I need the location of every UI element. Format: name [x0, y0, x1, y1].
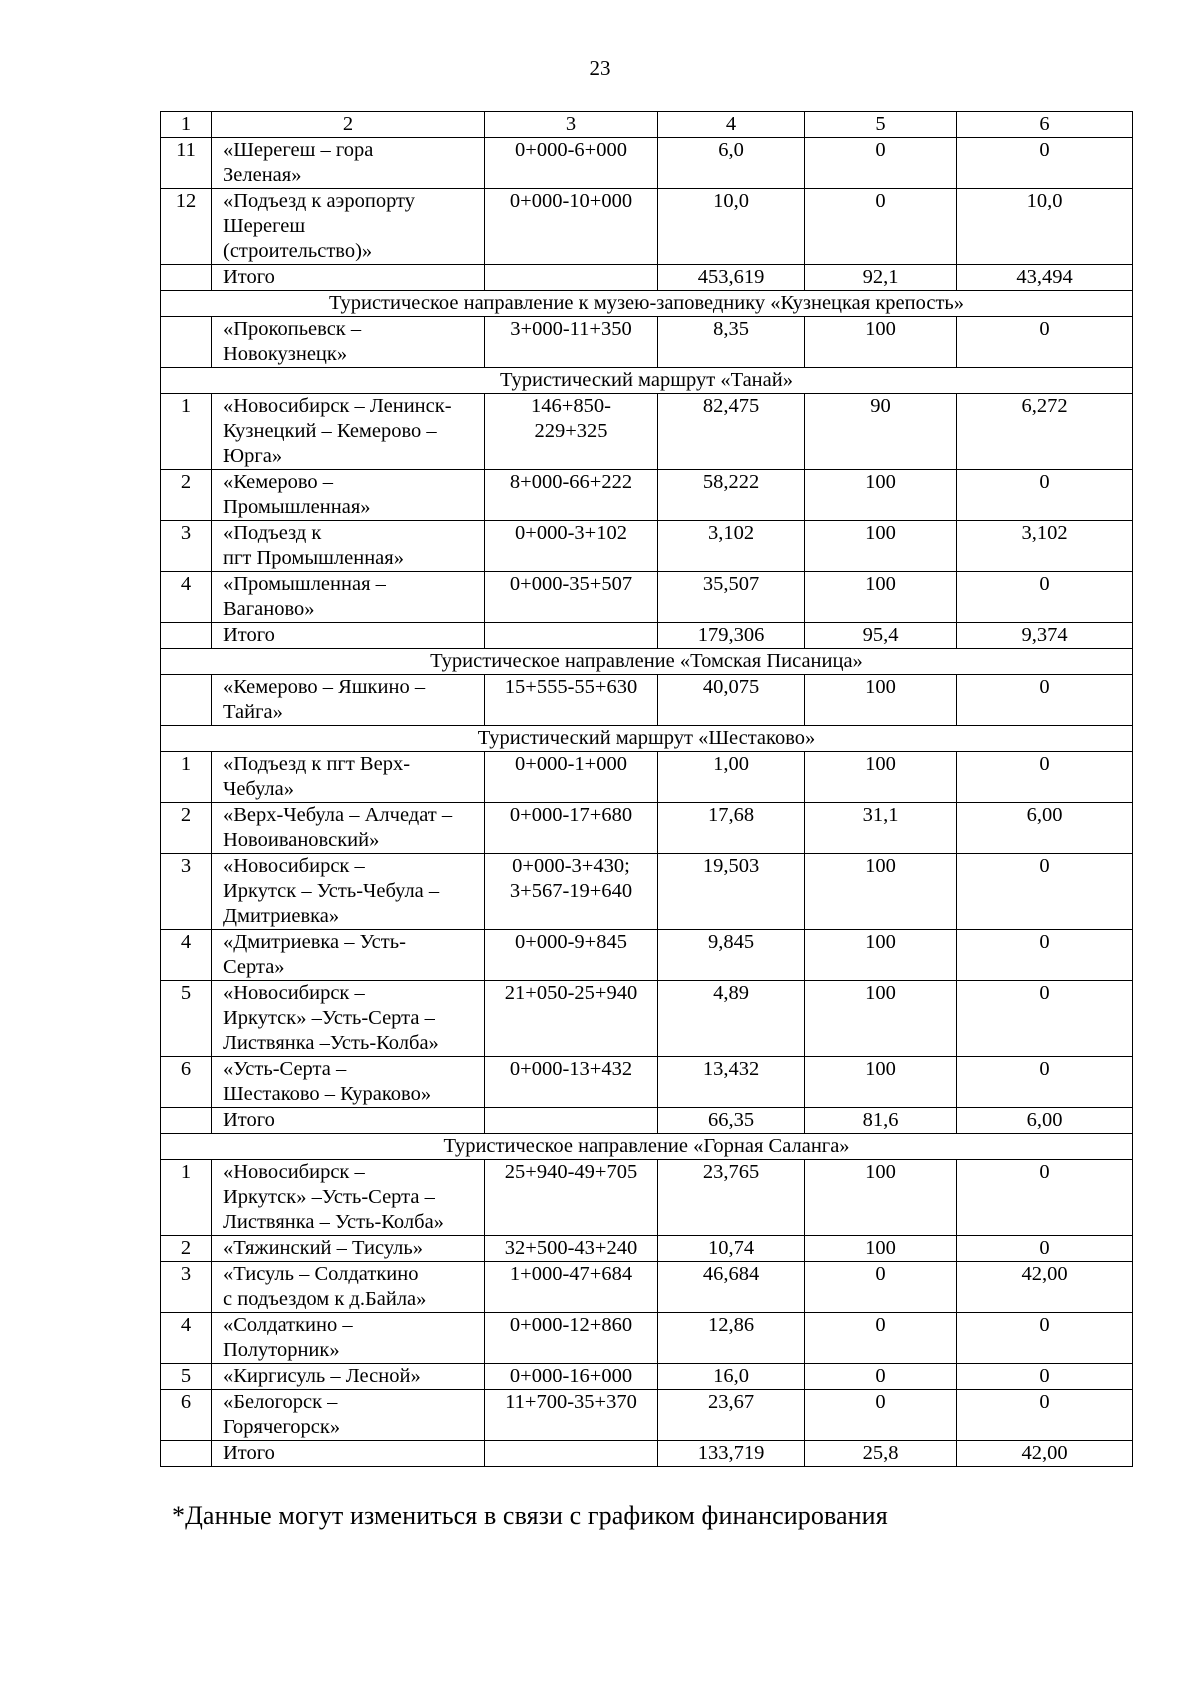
table-row — [161, 470, 1133, 521]
cell-length: 10,74 — [658, 1236, 805, 1262]
cell-number — [161, 265, 212, 291]
cell-percent: 81,6 — [805, 1108, 957, 1134]
cell-road-name: «Усть-Серта – Шестаково – Кураково» — [212, 1057, 485, 1108]
cell-number: 2 — [161, 803, 212, 854]
cell-value: 0 — [957, 1057, 1133, 1108]
table-row — [161, 572, 1133, 623]
cell-number: 11 — [161, 138, 212, 189]
cell-km-range: 0+000-3+430; 3+567-19+640 — [485, 854, 658, 930]
table-row — [161, 1236, 1133, 1262]
table-row — [161, 930, 1133, 981]
table-header-row — [161, 112, 1133, 138]
cell-value: 6,272 — [957, 394, 1133, 470]
section-row — [161, 649, 1133, 675]
table-row — [161, 394, 1133, 470]
cell-length: 40,075 — [658, 675, 805, 726]
cell-km-range: 0+000-35+507 — [485, 572, 658, 623]
cell-value: 10,0 — [957, 189, 1133, 265]
cell-road-name: «Тисуль – Солдаткино с подъездом к д.Байла» — [212, 1262, 485, 1313]
table-row — [161, 803, 1133, 854]
section-title: Туристический маршрут «Шестаково» — [161, 726, 1133, 752]
cell-length: 13,432 — [658, 1057, 805, 1108]
cell-value: 0 — [957, 317, 1133, 368]
column-header-2: 2 — [212, 112, 485, 138]
cell-value: 6,00 — [957, 803, 1133, 854]
section-title: Туристический маршрут «Танай» — [161, 368, 1133, 394]
cell-number: 2 — [161, 1236, 212, 1262]
table-row — [161, 623, 1133, 649]
cell-km-range: 15+555-55+630 — [485, 675, 658, 726]
cell-percent: 100 — [805, 470, 957, 521]
cell-road-name: «Кемерово – Яшкино – Тайга» — [212, 675, 485, 726]
cell-km-range: 0+000-17+680 — [485, 803, 658, 854]
cell-number: 3 — [161, 521, 212, 572]
cell-number: 1 — [161, 752, 212, 803]
section-row — [161, 368, 1133, 394]
table-row — [161, 1160, 1133, 1236]
cell-km-range: 0+000-13+432 — [485, 1057, 658, 1108]
cell-length: 9,845 — [658, 930, 805, 981]
cell-road-name: «Верх-Чебула – Алчедат – Новоивановский» — [212, 803, 485, 854]
cell-road-name: «Промышленная – Ваганово» — [212, 572, 485, 623]
cell-value: 3,102 — [957, 521, 1133, 572]
cell-percent: 92,1 — [805, 265, 957, 291]
cell-length: 6,0 — [658, 138, 805, 189]
cell-percent: 0 — [805, 1390, 957, 1441]
cell-length: 1,00 — [658, 752, 805, 803]
cell-length: 23,67 — [658, 1390, 805, 1441]
column-header-6: 6 — [957, 112, 1133, 138]
cell-percent: 95,4 — [805, 623, 957, 649]
page-number: 23 — [589, 56, 611, 80]
cell-length: 66,35 — [658, 1108, 805, 1134]
cell-length: 179,306 — [658, 623, 805, 649]
cell-value: 6,00 — [957, 1108, 1133, 1134]
cell-percent: 0 — [805, 189, 957, 265]
cell-number: 6 — [161, 1390, 212, 1441]
table-row — [161, 1262, 1133, 1313]
cell-number: 4 — [161, 930, 212, 981]
cell-value: 0 — [957, 854, 1133, 930]
cell-length: 23,765 — [658, 1160, 805, 1236]
cell-km-range — [485, 623, 658, 649]
table-row — [161, 317, 1133, 368]
column-header-1: 1 — [161, 112, 212, 138]
cell-number: 1 — [161, 1160, 212, 1236]
cell-percent: 100 — [805, 752, 957, 803]
table-row — [161, 752, 1133, 803]
cell-percent: 0 — [805, 138, 957, 189]
table-row — [161, 138, 1133, 189]
section-title: Туристическое направление «Томская Писаница» — [161, 649, 1133, 675]
table-row — [161, 675, 1133, 726]
table-row — [161, 981, 1133, 1057]
cell-km-range: 0+000-6+000 — [485, 138, 658, 189]
cell-road-name: «Дмитриевка – Усть- Серта» — [212, 930, 485, 981]
cell-road-name: «Подъезд к пгт Верх- Чебула» — [212, 752, 485, 803]
cell-percent: 100 — [805, 930, 957, 981]
table-row — [161, 521, 1133, 572]
section-row — [161, 726, 1133, 752]
cell-number — [161, 1108, 212, 1134]
cell-percent: 100 — [805, 854, 957, 930]
cell-value: 0 — [957, 470, 1133, 521]
cell-number: 2 — [161, 470, 212, 521]
cell-length: 3,102 — [658, 521, 805, 572]
table-row — [161, 1057, 1133, 1108]
cell-length: 453,619 — [658, 265, 805, 291]
table-row — [161, 1441, 1133, 1467]
cell-number — [161, 675, 212, 726]
cell-percent: 100 — [805, 317, 957, 368]
cell-road-name: Итого — [212, 1108, 485, 1134]
cell-percent: 100 — [805, 981, 957, 1057]
cell-road-name: «Кемерово – Промышленная» — [212, 470, 485, 521]
cell-percent: 100 — [805, 1236, 957, 1262]
cell-number — [161, 317, 212, 368]
cell-road-name: «Новосибирск – Иркутск – Усть-Чебула – Дмитриевка» — [212, 854, 485, 930]
cell-km-range: 146+850- 229+325 — [485, 394, 658, 470]
cell-number: 4 — [161, 1313, 212, 1364]
cell-value: 0 — [957, 1364, 1133, 1390]
cell-km-range: 0+000-10+000 — [485, 189, 658, 265]
cell-road-name: «Киргисуль – Лесной» — [212, 1364, 485, 1390]
cell-road-name: «Подъезд к пгт Промышленная» — [212, 521, 485, 572]
cell-road-name: «Шерегеш – гора Зеленая» — [212, 138, 485, 189]
cell-value: 43,494 — [957, 265, 1133, 291]
cell-length: 12,86 — [658, 1313, 805, 1364]
cell-km-range: 1+000-47+684 — [485, 1262, 658, 1313]
cell-km-range: 11+700-35+370 — [485, 1390, 658, 1441]
cell-percent: 100 — [805, 1160, 957, 1236]
cell-value: 9,374 — [957, 623, 1133, 649]
section-row — [161, 291, 1133, 317]
cell-km-range: 21+050-25+940 — [485, 981, 658, 1057]
cell-road-name: «Тяжинский – Тисуль» — [212, 1236, 485, 1262]
cell-number: 5 — [161, 1364, 212, 1390]
cell-length: 35,507 — [658, 572, 805, 623]
cell-road-name: «Солдаткино – Полуторник» — [212, 1313, 485, 1364]
cell-length: 58,222 — [658, 470, 805, 521]
table-row — [161, 1364, 1133, 1390]
cell-number — [161, 1441, 212, 1467]
cell-number: 3 — [161, 1262, 212, 1313]
cell-road-name: Итого — [212, 623, 485, 649]
table-row — [161, 1108, 1133, 1134]
cell-percent: 0 — [805, 1313, 957, 1364]
cell-km-range: 3+000-11+350 — [485, 317, 658, 368]
cell-number: 4 — [161, 572, 212, 623]
cell-value: 0 — [957, 1390, 1133, 1441]
cell-km-range: 0+000-12+860 — [485, 1313, 658, 1364]
table-row — [161, 854, 1133, 930]
cell-percent: 100 — [805, 1057, 957, 1108]
cell-road-name: «Новосибирск – Иркутск» –Усть-Серта – Листвянка –Усть-Колба» — [212, 981, 485, 1057]
cell-km-range: 0+000-9+845 — [485, 930, 658, 981]
cell-road-name: «Подъезд к аэропорту Шерегеш (строительство)» — [212, 189, 485, 265]
cell-km-range: 0+000-1+000 — [485, 752, 658, 803]
cell-value: 0 — [957, 930, 1133, 981]
section-title: Туристическое направление «Горная Саланга» — [161, 1134, 1133, 1160]
footnote: *Данные могут измениться в связи с графиком финансирования — [172, 1501, 888, 1530]
cell-percent: 25,8 — [805, 1441, 957, 1467]
cell-length: 10,0 — [658, 189, 805, 265]
cell-km-range — [485, 1441, 658, 1467]
cell-km-range: 8+000-66+222 — [485, 470, 658, 521]
cell-length: 133,719 — [658, 1441, 805, 1467]
data-table — [160, 111, 1133, 1467]
cell-value: 0 — [957, 675, 1133, 726]
cell-percent: 0 — [805, 1364, 957, 1390]
cell-value: 42,00 — [957, 1441, 1133, 1467]
cell-value: 0 — [957, 981, 1133, 1057]
cell-number — [161, 623, 212, 649]
cell-length: 19,503 — [658, 854, 805, 930]
cell-length: 16,0 — [658, 1364, 805, 1390]
cell-length: 4,89 — [658, 981, 805, 1057]
cell-road-name: «Белогорск – Горячегорск» — [212, 1390, 485, 1441]
cell-value: 42,00 — [957, 1262, 1133, 1313]
cell-km-range: 32+500-43+240 — [485, 1236, 658, 1262]
cell-number: 6 — [161, 1057, 212, 1108]
cell-value: 0 — [957, 1236, 1133, 1262]
cell-road-name: «Новосибирск – Иркутск» –Усть-Серта – Листвянка – Усть-Колба» — [212, 1160, 485, 1236]
cell-length: 8,35 — [658, 317, 805, 368]
cell-km-range: 25+940-49+705 — [485, 1160, 658, 1236]
cell-percent: 31,1 — [805, 803, 957, 854]
cell-road-name: «Новосибирск – Ленинск- Кузнецкий – Кемерово – Юрга» — [212, 394, 485, 470]
section-row — [161, 1134, 1133, 1160]
table-row — [161, 189, 1133, 265]
section-title: Туристическое направление к музею-заповеднику «Кузнецкая крепость» — [161, 291, 1133, 317]
cell-road-name: Итого — [212, 265, 485, 291]
cell-number: 12 — [161, 189, 212, 265]
column-header-3: 3 — [485, 112, 658, 138]
cell-km-range — [485, 265, 658, 291]
cell-road-name: Итого — [212, 1441, 485, 1467]
cell-percent: 90 — [805, 394, 957, 470]
cell-number: 1 — [161, 394, 212, 470]
cell-value: 0 — [957, 138, 1133, 189]
cell-value: 0 — [957, 1160, 1133, 1236]
cell-value: 0 — [957, 1313, 1133, 1364]
column-header-5: 5 — [805, 112, 957, 138]
table-row — [161, 1313, 1133, 1364]
cell-number: 3 — [161, 854, 212, 930]
cell-length: 46,684 — [658, 1262, 805, 1313]
table-row — [161, 1390, 1133, 1441]
cell-value: 0 — [957, 572, 1133, 623]
table-row — [161, 265, 1133, 291]
cell-percent: 100 — [805, 572, 957, 623]
cell-km-range — [485, 1108, 658, 1134]
cell-length: 82,475 — [658, 394, 805, 470]
cell-percent: 100 — [805, 521, 957, 572]
cell-km-range: 0+000-3+102 — [485, 521, 658, 572]
cell-number: 5 — [161, 981, 212, 1057]
cell-length: 17,68 — [658, 803, 805, 854]
cell-percent: 0 — [805, 1262, 957, 1313]
column-header-4: 4 — [658, 112, 805, 138]
cell-percent: 100 — [805, 675, 957, 726]
cell-value: 0 — [957, 752, 1133, 803]
cell-km-range: 0+000-16+000 — [485, 1364, 658, 1390]
cell-road-name: «Прокопьевск – Новокузнецк» — [212, 317, 485, 368]
